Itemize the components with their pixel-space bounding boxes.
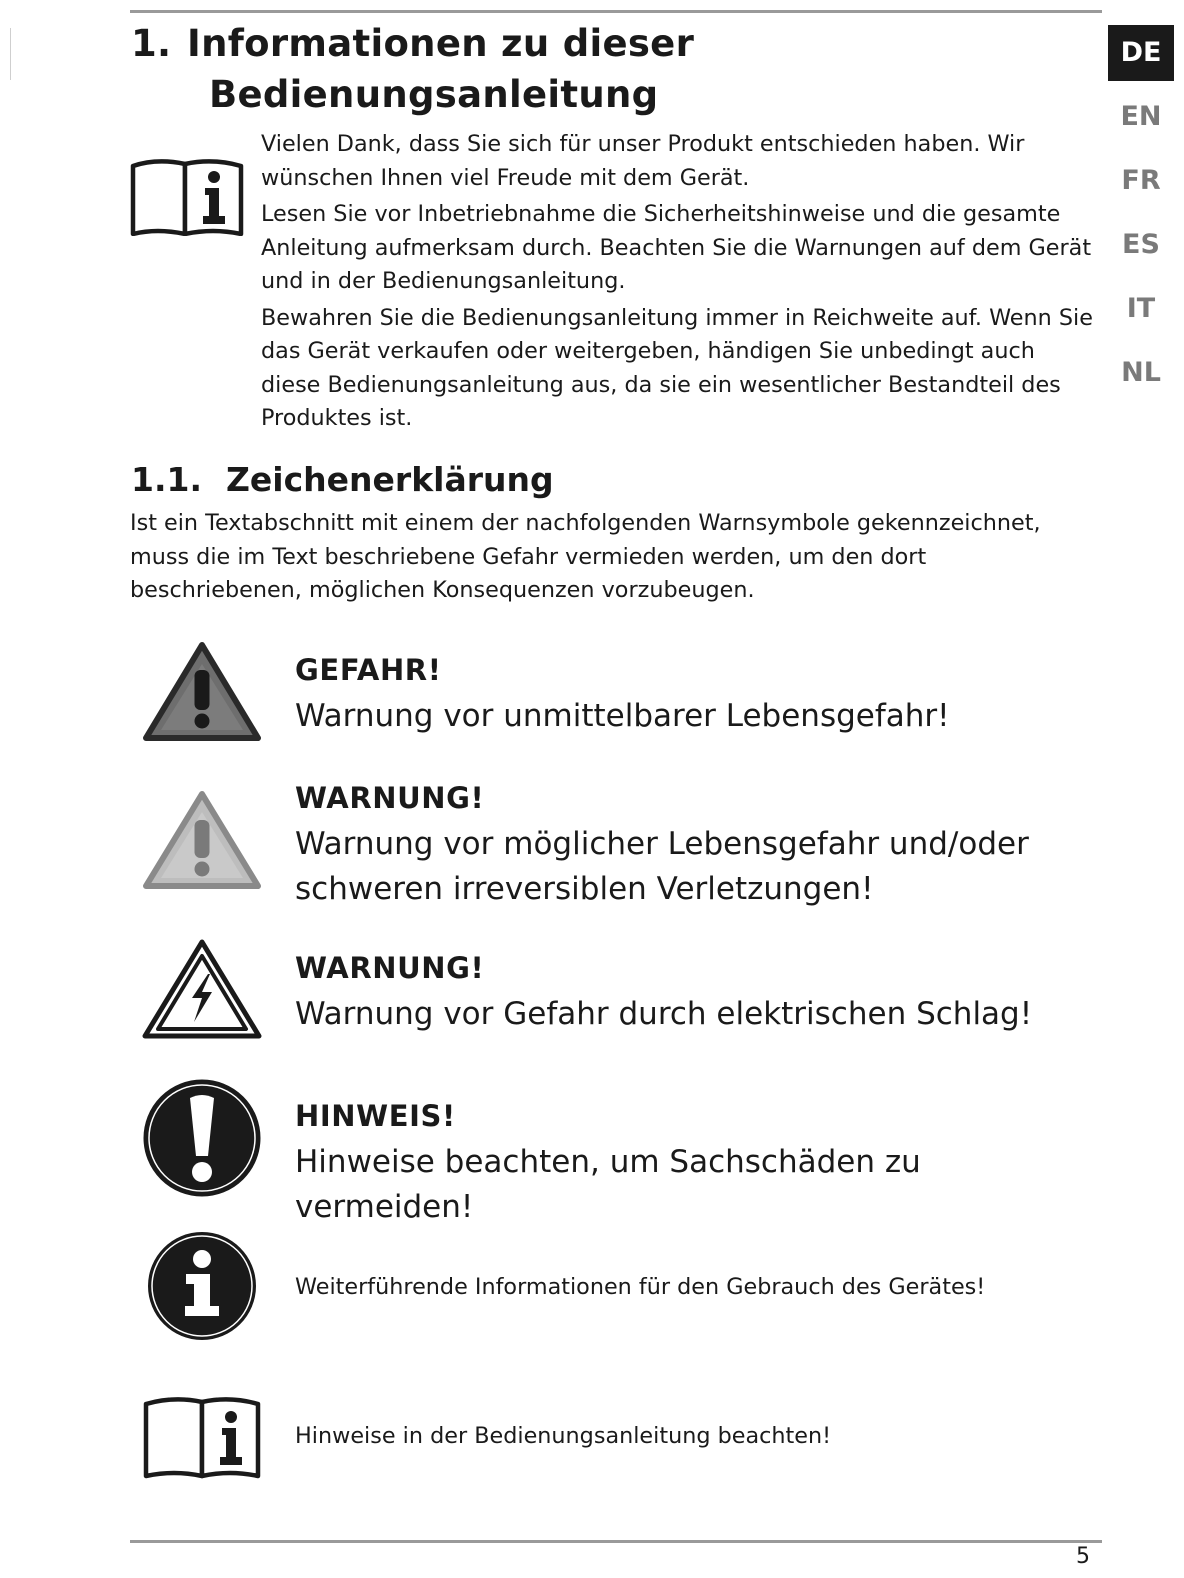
symbol-title: GEFAHR! bbox=[295, 653, 442, 687]
intro-paragraph: Lesen Sie vor Inbetriebnahme die Sicherheitshinweise und die gesamte Anleitung aufmerksam durch. Beachten Sie die Warnungen auf dem Gerät und in der Bedienungsanleitung. bbox=[261, 201, 1092, 294]
intro-paragraph: Bewahren Sie die Bedienungsanleitung immer in Reichweite auf. Wenn Sie das Gerät verkaufen oder weitergeben, händigen Sie unbedingt auch diese Bedienungsanleitung aus, da sie ein wesentlicher Bestandteil des Produktes ist. bbox=[261, 304, 1093, 431]
warning-triangle-icon bbox=[140, 788, 264, 892]
exclamation-circle-icon bbox=[140, 1076, 264, 1200]
top-rule bbox=[130, 10, 1102, 13]
symbol-text: Hinweise in der Bedienungsanleitung beachten! bbox=[295, 1423, 832, 1449]
intro-text bbox=[261, 128, 1101, 439]
section-title: Zeichenerklärung bbox=[226, 460, 554, 499]
language-tab-es[interactable]: ES bbox=[1122, 229, 1160, 260]
section-number: 1.1. bbox=[131, 460, 202, 499]
manual-info-icon bbox=[140, 1390, 264, 1480]
language-tab-nl[interactable]: NL bbox=[1121, 357, 1161, 388]
language-tab-en[interactable]: EN bbox=[1120, 101, 1162, 132]
symbol-text: Warnung vor unmittelbarer Lebensgefahr! bbox=[295, 698, 950, 734]
danger-triangle-icon bbox=[140, 640, 264, 744]
symbol-title: WARNUNG! bbox=[295, 951, 485, 985]
info-circle-icon bbox=[140, 1228, 264, 1344]
page-number: 5 bbox=[1076, 1544, 1090, 1569]
electric-shock-triangle-icon bbox=[140, 936, 264, 1042]
language-tab-it[interactable]: IT bbox=[1126, 293, 1156, 324]
section-lead: Ist ein Textabschnitt mit einem der nachfolgenden Warnsymbole gekennzeichnet, muss die im Text beschriebene Gefahr vermieden werden, um den dort beschriebenen, möglichen Konsequenzen vorzubeugen. bbox=[130, 510, 1041, 603]
bottom-rule bbox=[130, 1540, 1102, 1543]
symbol-text: Weiterführende Informationen für den Gebrauch des Gerätes! bbox=[295, 1274, 986, 1300]
section-heading bbox=[131, 458, 554, 502]
page-title-line2: Bedienungsanleitung bbox=[209, 73, 659, 116]
language-tab-de[interactable]: DE bbox=[1108, 25, 1174, 81]
symbol-text: Hinweise beachten, um Sachschäden zu vermeiden! bbox=[295, 1144, 921, 1225]
intro-paragraph: Vielen Dank, dass Sie sich für unser Produkt entschieden haben. Wir wünschen Ihnen viel Freude mit dem Gerät. bbox=[261, 131, 1025, 191]
manual-info-icon bbox=[129, 150, 245, 236]
symbol-text: Warnung vor Gefahr durch elektrischen Schlag! bbox=[295, 996, 1033, 1032]
page-edge-mark bbox=[10, 28, 11, 80]
page-title-number: 1. bbox=[131, 22, 172, 65]
language-tab-fr[interactable]: FR bbox=[1121, 165, 1161, 196]
page-title-line1: Informationen zu dieser bbox=[187, 22, 695, 65]
symbol-title: WARNUNG! bbox=[295, 781, 485, 815]
language-index bbox=[1108, 25, 1174, 409]
page-title bbox=[131, 18, 694, 120]
symbol-title: HINWEIS! bbox=[295, 1099, 456, 1133]
symbol-text: Warnung vor möglicher Lebensgefahr und/oder schweren irreversiblen Verletzungen! bbox=[295, 826, 1029, 907]
